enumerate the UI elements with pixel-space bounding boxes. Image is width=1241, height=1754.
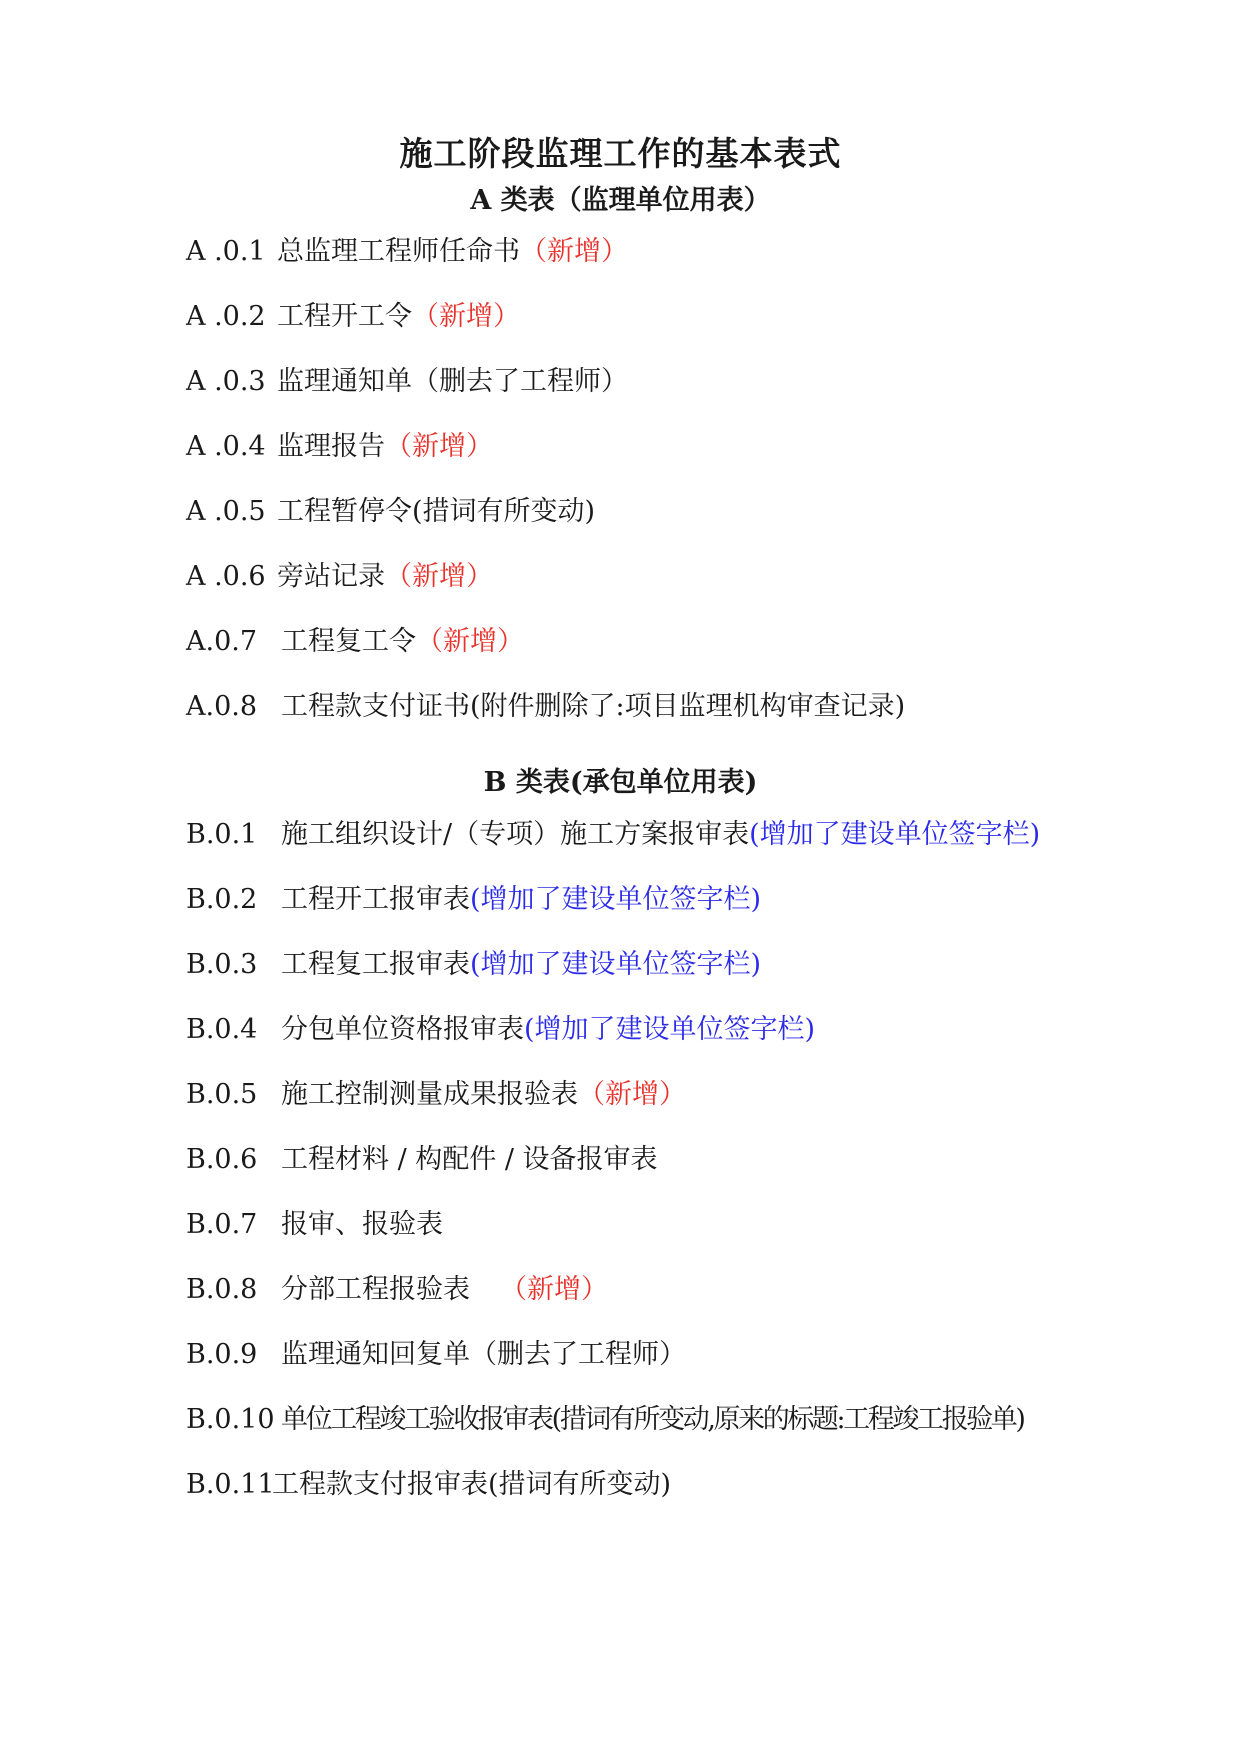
document-title: 施工阶段监理工作的基本表式 (399, 134, 842, 173)
list-item-b10 (186, 1403, 1024, 1437)
item-note: （新增） (500, 1274, 608, 1305)
item-code: B.0.8 (186, 1274, 258, 1305)
list-item-b04 (186, 1013, 815, 1047)
item-name: 监理报告 (277, 431, 385, 462)
list-item-a01 (186, 235, 628, 269)
item-code: B.0.6 (186, 1144, 258, 1175)
item-note: (增加了建设单位签字栏) (749, 819, 1041, 850)
list-item-a07 (186, 625, 524, 659)
item-code: B.0.1 (186, 819, 258, 850)
item-code: B.0.2 (186, 884, 258, 915)
item-note: (增加了建设单位签字栏) (470, 884, 762, 915)
item-note: （新增） (416, 626, 524, 657)
item-code: A.0.8 (186, 691, 258, 722)
list-item-a02 (186, 300, 520, 334)
item-note: (增加了建设单位签字栏) (470, 949, 762, 980)
item-name: 工程复工令 (281, 626, 416, 657)
list-item-b02 (186, 883, 761, 917)
item-name: 旁站记录 (277, 561, 385, 592)
item-note: (增加了建设单位签字栏) (524, 1014, 816, 1045)
list-item-a05 (186, 495, 595, 529)
item-note: （新增） (385, 561, 493, 592)
item-note: （新增） (520, 236, 628, 267)
item-code: B.0.4 (186, 1014, 258, 1045)
item-name: 分包单位资格报审表 (281, 1014, 524, 1045)
item-note: （新增） (578, 1079, 686, 1110)
item-code: A .0.4 (186, 431, 266, 462)
section-b-heading: B 类表(承包单位用表) (483, 767, 758, 798)
item-note: （新增） (412, 301, 520, 332)
item-code: B.0.7 (186, 1209, 258, 1240)
item-code: B.0.9 (186, 1339, 258, 1370)
list-item-a08 (186, 690, 905, 724)
item-code: A .0.2 (186, 301, 266, 332)
item-code: B.0.5 (186, 1079, 258, 1110)
item-name: 工程款支付报审表(措词有所变动) (272, 1469, 672, 1500)
list-item-b11 (186, 1468, 671, 1502)
item-name: 工程复工报审表 (281, 949, 470, 980)
section-a-heading: A 类表（监理单位用表） (470, 185, 771, 216)
item-code: B.0.11 (186, 1469, 275, 1500)
item-name: 工程暂停令(措词有所变动) (277, 496, 596, 527)
item-name: 监理通知单（删去了工程师） (277, 366, 628, 397)
list-item-b03 (186, 948, 761, 982)
item-name: 工程款支付证书(附件删除了:项目监理机构审查记录) (281, 691, 906, 722)
list-item-b07 (186, 1208, 443, 1242)
list-item-a03 (186, 365, 628, 399)
item-name: 工程开工报审表 (281, 884, 470, 915)
list-item-a04 (186, 430, 493, 464)
item-code: B.0.3 (186, 949, 258, 980)
item-name: 报审、报验表 (281, 1209, 443, 1240)
item-name: 分部工程报验表 (281, 1274, 470, 1305)
item-name: 施工控制测量成果报验表 (281, 1079, 578, 1110)
list-item-a06 (186, 560, 493, 594)
item-code: A.0.7 (186, 626, 258, 657)
item-note: （新增） (385, 431, 493, 462)
item-code: A .0.5 (186, 496, 266, 527)
item-name: 总监理工程师任命书 (277, 236, 520, 267)
item-name: 监理通知回复单（删去了工程师） (281, 1339, 686, 1370)
item-code: A .0.1 (186, 236, 266, 267)
item-code: B.0.10 (186, 1404, 275, 1435)
list-item-b05 (186, 1078, 686, 1112)
list-item-b08 (186, 1273, 608, 1307)
list-item-b09 (186, 1338, 686, 1372)
item-name: 工程开工令 (277, 301, 412, 332)
item-name: 施工组织设计/（专项）施工方案报审表 (281, 819, 750, 850)
item-name: 工程材料 / 构配件 / 设备报审表 (281, 1144, 658, 1175)
item-name: 单位工程竣工验收报审表(措词有所变动,原来的标题:工程竣工报验单) (281, 1404, 1024, 1435)
list-item-b01 (186, 818, 1040, 852)
list-item-b06 (186, 1143, 658, 1177)
item-code: A .0.3 (186, 366, 266, 397)
item-code: A .0.6 (186, 561, 266, 592)
